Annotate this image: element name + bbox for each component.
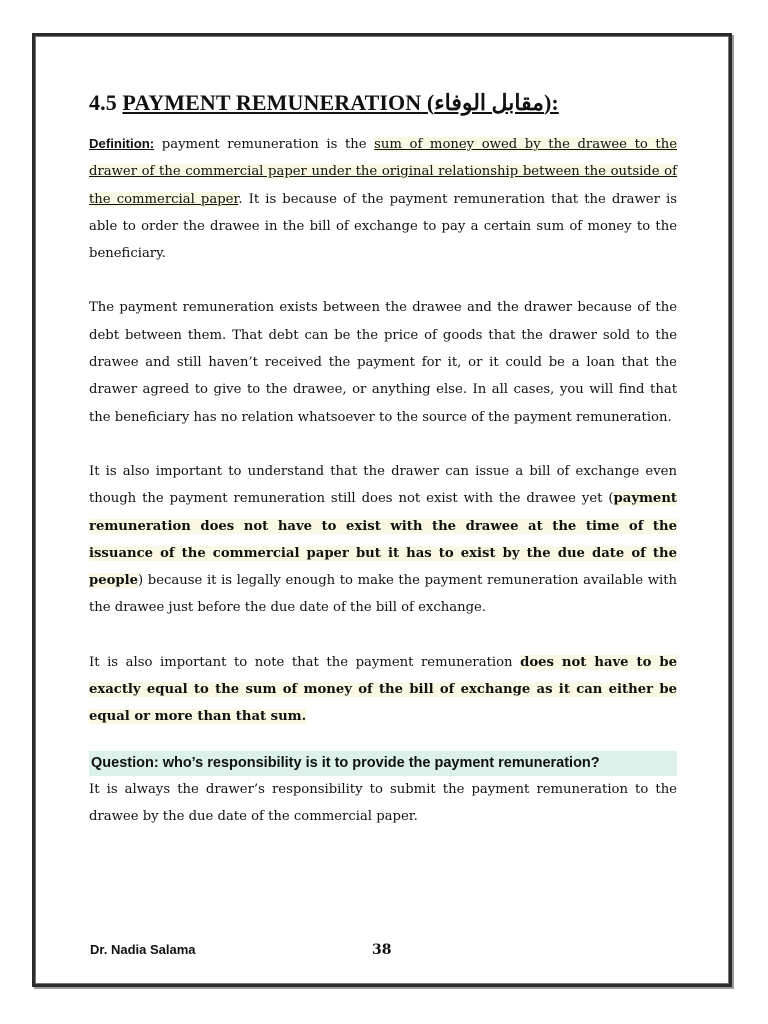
answer-paragraph: It is always the drawer’s responsibility to submit the payment remuneration to the drawee by the due date of the commercial paper. (89, 781, 677, 824)
page-number: 38 (372, 942, 392, 958)
section-number: 4.5 (89, 90, 117, 115)
footer-author: Dr. Nadia Salama (90, 942, 196, 957)
definition-highlight: sum of money owed by the drawee to the drawer of the commercial paper under the original relationship between the outside of the commercial paper (89, 137, 678, 207)
definition-label: Definition: (89, 136, 155, 151)
paragraph-issuance: It is also important to understand that the drawer can issue a bill of exchange even though the payment remuneration still does not exist with the drawee yet (payment remuneration does not have to exist with the drawee at the time of the issuance of the commercial paper but it has to exist by the due date of the people) because it is legally enough to make the payment remuneration available with the drawee just before the due date of the bill of exchange. (89, 463, 677, 616)
document-body (89, 88, 677, 830)
section-title: PAYMENT REMUNERATION (مقابل الوفاء): (122, 90, 559, 115)
arabic-title: مقابل الوفاء (434, 90, 544, 115)
definition-paragraph: Definition: payment remuneration is the sum of money owed by the drawee to the drawer of the commercial paper under the original relationship between the outside of the commercial paper. It is because of the payment remuneration that the drawer is able to order the drawee in the bill of exchange to pay a certain sum of money to the beneficiary. (89, 136, 678, 262)
issuance-bold: payment remuneration does not have to exist with the drawee at the time of the issuance of the commercial paper but it has to exist by the due date of the people (89, 491, 677, 589)
section-heading (89, 88, 677, 118)
amount-bold: does not have to be exactly equal to the sum of money of the bill of exchange as it can either be equal or more than that sum. (89, 654, 677, 725)
paragraph-amount: It is also important to note that the payment remuneration does not have to be exactly equal to the sum of money of the bill of exchange as it can either be equal or more than that sum. (89, 654, 677, 725)
paragraph-debt: The payment remuneration exists between the drawee and the drawer because of the debt between them. That debt can be the price of goods that the drawer sold to the drawee and still haven’t received the payment for it, or it could be a loan that the drawer agreed to give to the drawee, or anything else. In all cases, you will find that the beneficiary has no relation whatsoever to the source of the payment remuneration. (89, 300, 677, 425)
question-heading: Question: who’s responsibility is it to provide the payment remuneration? (89, 751, 677, 776)
